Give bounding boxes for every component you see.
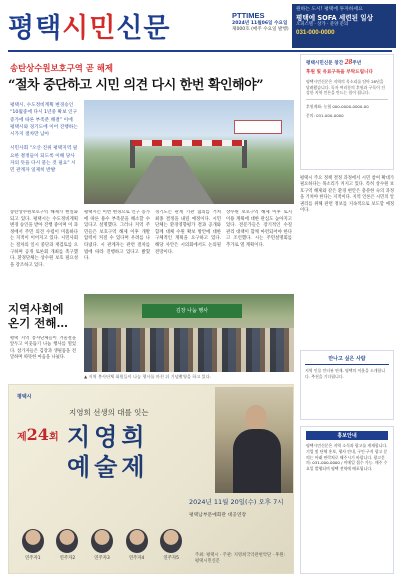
promo-title-name: 지영희 xyxy=(67,422,149,451)
masthead xyxy=(0,0,400,50)
summary-paragraph: 평택시, 수도정비계획 변경승인 “10월중에 다시 1년중 확보 인구증가에 따른 부족분 해결” 이에 평택시와 경기도에 이어 진행하는 시가지 절차만 남아 xyxy=(10,103,78,138)
performer-photo xyxy=(91,529,113,553)
promo-edition-number: 24 xyxy=(26,425,49,444)
photo-banner: 김장 나눔 행사 xyxy=(142,304,242,318)
photo-gate-bar xyxy=(132,140,244,146)
ad-phone: 031-000-0000 xyxy=(296,29,335,37)
performer-name: 연주자2 xyxy=(59,556,76,561)
subscription-box[interactable] xyxy=(300,54,394,170)
photo-road xyxy=(124,156,214,204)
portrait-head xyxy=(245,405,267,431)
subscription-subtitle: 후원 및 유료구독을 부탁드립니다 xyxy=(306,70,373,75)
photo-sign xyxy=(234,120,282,134)
performer-name: 연주자4 xyxy=(128,556,145,561)
performer xyxy=(121,529,153,565)
performer xyxy=(86,529,118,565)
photo-crowd xyxy=(84,328,294,372)
portrait-torso xyxy=(233,429,281,493)
lead-photo[interactable] xyxy=(84,100,294,204)
logo-text-end: 신문 xyxy=(116,13,171,44)
second-body: 평택 지역 봉사단체들이 겨울철을 앞두고 이웃돕기 나눔 행사를 열었다. 참가자들은 김장과 생필품을 전달하며 따뜻한 마음을 나눴다. xyxy=(10,336,76,361)
anniversary-number: 28 xyxy=(344,57,353,66)
second-photo-caption: ▲ 지역 봉사단체 회원들이 나눔 행사를 마친 뒤 기념촬영을 하고 있다. xyxy=(84,374,212,379)
performer-photo xyxy=(56,529,78,553)
sidebar-article: 평택시 주요 정책 결정 과정에서 시민 참여 확대가 필요하다는 목소리가 커지고 있다. 특히 상수원 보호구역 해제와 같은 환경 현안은 충분한 숙의 과정을 거쳐야 한다는 지적이다. 지역 언론은 시민의 알 권리를 위해 관련 정보를 지속적으로 보도할 예정이다. xyxy=(300,176,394,214)
performer-name: 연주자5 xyxy=(163,556,179,561)
promo-edition-suffix: 회 xyxy=(48,432,59,443)
promo-venue: 평택남부문예회관 대공연장 xyxy=(189,513,247,518)
summary-paragraph: 시민사회 “오산·진위 평택지역 필요한 결정들이 되도록 이해 당사자의 뜻을 다시 묻는 것 필요” 시민 관계자 일제히 반발 xyxy=(10,146,78,174)
promo-edition-prefix: 제 xyxy=(17,432,27,443)
performer xyxy=(17,529,49,565)
top-banner-ad[interactable] xyxy=(292,4,396,48)
promo-edition xyxy=(17,425,59,444)
performer-photo xyxy=(126,529,148,553)
promo-title-festival: 예술제 xyxy=(67,452,149,481)
performer-name: 연주자3 xyxy=(94,556,110,561)
lead-body-col-4: 상수원 보호구역 해제 이후 토지 이용 계획에 대한 관심도 높아지고 있다. 전문가들은 장기적인 수질 관리 대책이 함께 마련되어야 한다고 조언했다. 시는 주민설명회를 추가로 열 계획이다. xyxy=(226,210,292,248)
promo-performers xyxy=(17,529,187,565)
edition-info xyxy=(232,21,290,33)
newspaper-logo[interactable] xyxy=(8,6,171,45)
ad-line-1: 원하는 도시! 평택에 투자하세요 xyxy=(296,7,363,12)
promo-pretitle: 지영희 선생의 대를 잇는 xyxy=(69,408,149,417)
subscription-paper-name: 평택시민신문 xyxy=(306,61,333,66)
ad-line-3: 오피스텔 · 상가 · 분양 문의 xyxy=(296,22,349,27)
promo-sponsors: 주최: 평택시 · 주관: 지영희국악관현악단 · 후원: 평택시민신문 xyxy=(195,553,285,564)
anniversary-suffix: 주년 xyxy=(352,61,362,66)
subscription-divider xyxy=(306,99,388,100)
subscription-text: 평택시민신문은 지역의 목소리를 담아 28년을 달려왔습니다. 독자 여러분의 후원과 구독이 건강한 지역 언론을 만드는 힘이 됩니다. xyxy=(306,79,385,96)
contact-text: 평택시민신문은 지역 소식과 광고를 게재합니다. 기업 및 단체 홍보, 행사 안내, 구인·구직 광고 문의는 아래 연락처로 해주시기 바랍니다. 광고문의: 031-000-0000 / 이메일 접수 가능. 매주 수요일 발행되며 평택 전역에 배포됩니다. xyxy=(306,443,388,472)
sidebar xyxy=(300,54,394,346)
lead-body-col-3: 경기도는 관계 기관 협의를 거쳐 최종 결정을 내릴 예정이다. 시민단체는 환경영향평가 결과 공개와 함께 대체 수원 확보 방안에 대한 구체적인 계획을 요구하고 있다. 해당 사안은 시의회에서도 논의될 전망이다. xyxy=(155,210,221,255)
promo-portrait xyxy=(215,387,294,493)
sub-brand: PTTIMES xyxy=(232,11,265,20)
edition-date: 2024년 11월06일 수요일 xyxy=(232,21,288,26)
meet-box[interactable] xyxy=(300,350,394,420)
ad-line-2: 평택에 SOFA 세련된 일상 xyxy=(296,14,374,22)
performer xyxy=(155,529,187,565)
contact-box[interactable] xyxy=(300,426,394,574)
second-photo[interactable] xyxy=(84,294,294,372)
edition-number: 제000호 (매주 수요일 발행) xyxy=(232,27,289,32)
performer-photo xyxy=(22,529,44,553)
subscription-account: 후원계좌: 농협 000-0000-0000-00 xyxy=(306,103,369,109)
logo-text-main: 평택 xyxy=(8,13,63,44)
meet-heading: 만나고 싶은 사람 xyxy=(305,355,389,365)
festival-promo[interactable] xyxy=(8,384,294,574)
masthead-divider xyxy=(8,50,392,52)
lead-kicker: 송탄상수원보호구역 곧 해제 xyxy=(10,63,113,73)
promo-date: 2024년 11월 20일(수) 오후 7시 xyxy=(189,498,284,506)
performer-name: 연주자1 xyxy=(25,556,41,561)
promo-org-logo: 평택시 xyxy=(17,394,32,400)
anniversary-prefix: 창간 xyxy=(334,61,344,66)
lead-headline[interactable]: “절차 중단하고 시민 의견 다시 한번 확인해야” xyxy=(8,78,264,93)
subscription-title xyxy=(306,59,388,67)
lead-summary xyxy=(10,102,78,182)
meet-text: 지역 인물 인터뷰 연재. 평택의 이웃을 소개합니다. 추천을 기다립니다. xyxy=(305,368,386,379)
lead-body-col-2: 평택시는 이번 변경으로 인구 증가에 따른 용수 부족분을 해소할 수 있다고 설명했다. 그러나 지역 주민들은 보호구역 해제 이후 개발 압력이 커질 수 있다며 우려를 나타냈다. 시 관계자는 관련 절차를 법에 따라 진행하고 있다고 밝혔다. xyxy=(84,210,150,262)
logo-text-highlight: 시민 xyxy=(62,13,117,44)
contact-heading: 홍보안내 xyxy=(306,431,388,440)
performer-photo xyxy=(160,529,182,553)
second-headline[interactable]: 지역사회에 온기 전해… xyxy=(8,302,68,330)
subscription-contact: 문의: 031-000-0000 xyxy=(306,113,344,119)
lead-body-col-1: 송탄상수원보호구역 해제가 현실화되고 있다. 평택시는 수도정비계획 변경 승인을 받아 진행 중이며 이 과정에서 주민 의견 수렴이 미흡하다는 지적이 이어지고 있다. 시민사회는 절차의 일시 중단과 재검토를 요구하며 공개 토론회 개최를 촉구했다. 환경단체는 상수원 보호 필요성을 강조하고 있다. xyxy=(10,210,78,268)
performer xyxy=(52,529,84,565)
